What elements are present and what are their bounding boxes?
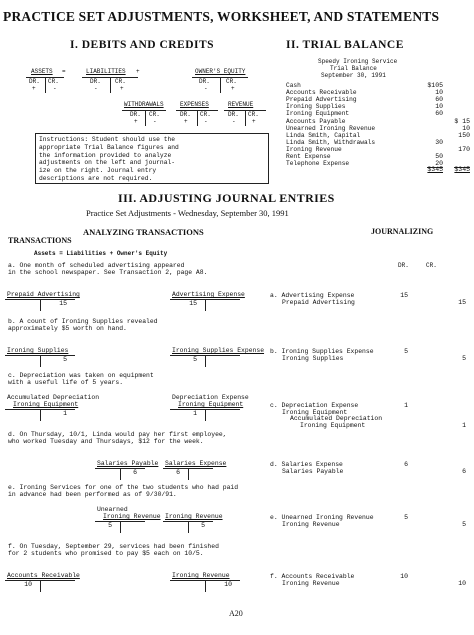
instructions-line: ize on the right. Journal entry	[39, 167, 157, 175]
t-account-name: Ironing Revenue	[165, 513, 223, 520]
t-account-center-line	[188, 468, 189, 480]
t-account-name: Accounts Receivable	[7, 572, 80, 579]
t-account-credit: 5	[63, 356, 67, 363]
journal-cr-amount: 5	[462, 354, 466, 362]
tb-report: Trial Balance	[330, 65, 377, 72]
tb-credit: 150	[458, 131, 470, 139]
transactions-label: TRANSACTIONS	[8, 236, 72, 245]
tb-credit: 170	[458, 145, 470, 153]
journal-line: Ironing Equipment	[300, 421, 366, 429]
expenses-cr: CR.	[200, 111, 211, 118]
revenue-label: REVENUE	[228, 101, 254, 108]
journal-line: Ironing Supplies	[282, 354, 344, 362]
t-account-name: Depreciation Expense	[172, 394, 249, 401]
withdrawals-cr: CR.	[149, 111, 160, 118]
tb-debit: 50	[435, 153, 443, 160]
journal-dr-amount: 6	[404, 461, 408, 468]
journal-dr-amount: 5	[404, 514, 408, 521]
t-account-center-line	[205, 299, 206, 311]
withdrawals-label: WITHDRAWALS	[124, 101, 164, 108]
t-account-debit: 15	[189, 300, 197, 307]
withdrawals-minus: -	[153, 118, 157, 125]
t-account-credit: 1	[63, 410, 67, 417]
journal-dr-amount: 15	[400, 292, 408, 299]
t-account-center-line	[40, 580, 41, 592]
t-account-center-line	[120, 521, 121, 533]
transaction-description: approximately $5 worth on hand.	[8, 325, 127, 332]
journal-dr-amount: 10	[400, 573, 408, 580]
journal-dr-header: DR.	[398, 262, 409, 269]
transaction-description: who worked Tuesday and Thursdays, $12 for the week.	[8, 438, 204, 445]
liabilities-cr: CR.	[115, 78, 126, 85]
tb-account-name: Telephone Expense	[286, 160, 350, 168]
tb-account-name: Rent Expense	[286, 153, 331, 160]
t-account-center-line	[120, 468, 121, 480]
equity-plus: +	[231, 85, 235, 92]
t-account-center-line	[205, 409, 206, 421]
journal-line: Accumulated Depreciation	[290, 415, 383, 422]
tb-account-name: Unearned Ironing Revenue	[286, 124, 376, 132]
transaction-description: b. A count of Ironing Supplies revealed	[8, 318, 158, 325]
journal-cr-amount: 15	[458, 298, 466, 306]
expenses-minus: -	[204, 118, 208, 125]
transaction-description: in advance had been performed as of 9/30/91.	[8, 491, 177, 498]
tb-company: Speedy Ironing Service	[318, 58, 398, 65]
t-account-debit: 5	[193, 356, 197, 363]
accounting-equation: Assets = Liabilities + Owner's Equity	[34, 250, 168, 257]
revenue-dr: DR.	[228, 111, 239, 118]
transaction-description: with a useful life of 5 years.	[8, 379, 124, 386]
transaction-description: f. On Tuesday, September 29, services had been finished	[8, 543, 219, 550]
t-account-debit: 6	[176, 469, 180, 476]
tb-total-debit: $345	[427, 166, 443, 173]
t-account-name: Ironing Supplies Expense	[172, 347, 265, 354]
journal-line: Ironing Revenue	[282, 520, 340, 528]
t-account-center-line	[40, 299, 41, 311]
withdrawals-plus: +	[134, 118, 138, 125]
journal-line: d. Salaries Expense	[270, 461, 343, 468]
t-account-name: Accumulated Depreciation	[7, 394, 100, 401]
tb-account-name: Accounts Receivable	[286, 89, 357, 97]
instructions-box	[35, 133, 269, 184]
tb-credit: 10	[462, 124, 470, 132]
tb-account-name: Linda Smith, Capital	[286, 131, 361, 139]
t-account-name: Ironing Supplies	[7, 347, 69, 354]
t-account-name: Prepaid Advertising	[7, 291, 80, 298]
t-account-name: Unearned	[97, 506, 128, 513]
analyzing-label: ANALYZING TRANSACTIONS	[83, 227, 204, 237]
instructions-line: the information provided to analyze	[39, 151, 172, 159]
t-account-credit: 5	[201, 522, 205, 529]
owners-equity-label: OWNER'S EQUITY	[195, 68, 246, 75]
tb-credit: $ 15	[454, 117, 470, 125]
instructions-line: adjustments on the left and journal-	[39, 159, 176, 167]
page-number: A20	[229, 609, 243, 618]
tb-total-credit: $345	[454, 166, 470, 173]
journal-line: b. Ironing Supplies Expense	[270, 348, 374, 355]
transaction-description: e. Ironing Services for one of the two students who had paid	[8, 484, 239, 491]
journal-cr-amount: 6	[462, 467, 466, 475]
journalizing-label: JOURNALIZING	[371, 227, 434, 236]
t-account-center-line	[188, 521, 189, 533]
tb-debit: 10	[435, 89, 443, 97]
tb-date: September 30, 1991	[321, 72, 386, 79]
journal-dr-amount: 1	[404, 402, 408, 409]
t-account-center-line	[40, 355, 41, 367]
tb-account-name: Ironing Revenue	[286, 145, 342, 153]
journal-line: f. Accounts Receivable	[270, 573, 355, 580]
t-account-debit: 10	[24, 581, 32, 588]
tb-debit: 30	[435, 138, 443, 146]
withdrawals-dr: DR.	[130, 111, 141, 118]
t-account-name: Advertising Expense	[172, 291, 245, 298]
revenue-minus: -	[232, 118, 236, 125]
assets-label: ASSETS	[31, 68, 53, 75]
section-3-subheading: Practice Set Adjustments - Wednesday, September 30, 1991	[86, 208, 289, 218]
liabilities-label: LIABILITIES	[86, 68, 126, 75]
t-account-debit: 5	[108, 522, 112, 529]
journal-line: c. Depreciation Expense	[270, 402, 359, 409]
expenses-label: EXPENSES	[180, 101, 209, 108]
equity-minus: -	[204, 85, 208, 92]
tb-debit: 20	[435, 160, 443, 168]
tb-account-name: Accounts Payable	[286, 117, 346, 125]
t-account-credit: 6	[133, 469, 137, 476]
liabilities-plus: +	[120, 85, 124, 92]
t-account-credit: 15	[59, 300, 67, 307]
transaction-description: c. Depreciation was taken on equipment	[8, 372, 154, 379]
tb-account-name: Linda Smith, Withdrawals	[286, 138, 376, 146]
section-1-heading: I. DEBITS AND CREDITS	[70, 39, 215, 51]
journal-line: Ironing Revenue	[282, 579, 340, 587]
tb-debit: 10	[435, 103, 443, 111]
journal-cr-amount: 1	[462, 421, 466, 429]
liabilities-dr: DR.	[90, 78, 101, 85]
transaction-description: a. One month of scheduled advertising appeared	[8, 262, 185, 269]
tb-debit: 60	[435, 96, 443, 104]
transaction-description: d. On Thursday, 10/1, Linda would pay her first employee,	[8, 431, 227, 438]
assets-dr: DR.	[29, 78, 40, 85]
t-account-name: Salaries Expense	[165, 460, 227, 467]
t-account-center-line	[205, 355, 206, 367]
expenses-dr: DR.	[180, 111, 191, 118]
journal-line: e. Unearned Ironing Revenue	[270, 514, 374, 521]
t-account-name: Ironing Revenue	[172, 572, 230, 579]
journal-cr-amount: 5	[462, 520, 466, 528]
expenses-plus: +	[184, 118, 188, 125]
section-3-heading: III. ADJUSTING JOURNAL ENTRIES	[118, 191, 335, 205]
t-account-name-line2: Ironing Equipment	[13, 401, 79, 408]
tb-account-name: Cash	[286, 82, 301, 89]
journal-line: a. Advertising Expense	[270, 292, 355, 299]
t-account-name-line2: Ironing Revenue	[103, 513, 161, 520]
transaction-description: for 2 students who promised to pay $5 each on 10/5.	[8, 550, 204, 557]
journal-cr-amount: 10	[458, 579, 466, 587]
tb-account-name: Prepaid Advertising	[286, 96, 357, 104]
t-account-debit: 1	[193, 410, 197, 417]
assets-cr: CR.	[48, 78, 59, 85]
assets-minus: -	[53, 85, 57, 92]
t-account-name-line2: Ironing Equipment	[178, 401, 244, 408]
t-account-credit: 10	[224, 581, 232, 588]
t-account-center-line	[205, 580, 206, 592]
tb-debit: $105	[427, 82, 443, 89]
revenue-plus: +	[252, 118, 256, 125]
instructions-line: Instructions: Student should use the	[39, 136, 176, 143]
journal-cr-header: CR.	[426, 262, 437, 269]
assets-plus: +	[32, 85, 36, 92]
tb-debit: 60	[435, 110, 443, 118]
page-title: PRACTICE SET ADJUSTMENTS, WORKSHEET, AND STATEMENTS	[3, 9, 440, 24]
t-account-name: Salaries Payable	[97, 460, 159, 467]
journal-dr-amount: 5	[404, 348, 408, 355]
t-account-center-line	[40, 409, 41, 421]
equity-dr: DR.	[199, 78, 210, 85]
transaction-description: in the school newspaper. See Transaction 2, page A8.	[8, 269, 208, 276]
journal-line: Salaries Payable	[282, 467, 344, 475]
revenue-cr: CR.	[248, 111, 259, 118]
instructions-line: appropriate Trial Balance figures and	[39, 143, 179, 151]
equals-sign: =	[62, 68, 66, 75]
tb-account-name: Ironing Equipment	[286, 110, 350, 118]
tb-account-name: Ironing Supplies	[286, 103, 346, 111]
journal-line: Ironing Equipment	[282, 408, 348, 416]
instructions-line: descriptions are not required.	[39, 174, 153, 182]
section-2-heading: II. TRIAL BALANCE	[286, 39, 404, 51]
journal-line: Prepaid Advertising	[282, 298, 355, 306]
plus-sign: +	[136, 68, 140, 75]
equity-cr: CR.	[226, 78, 237, 85]
liabilities-minus: -	[94, 85, 98, 92]
